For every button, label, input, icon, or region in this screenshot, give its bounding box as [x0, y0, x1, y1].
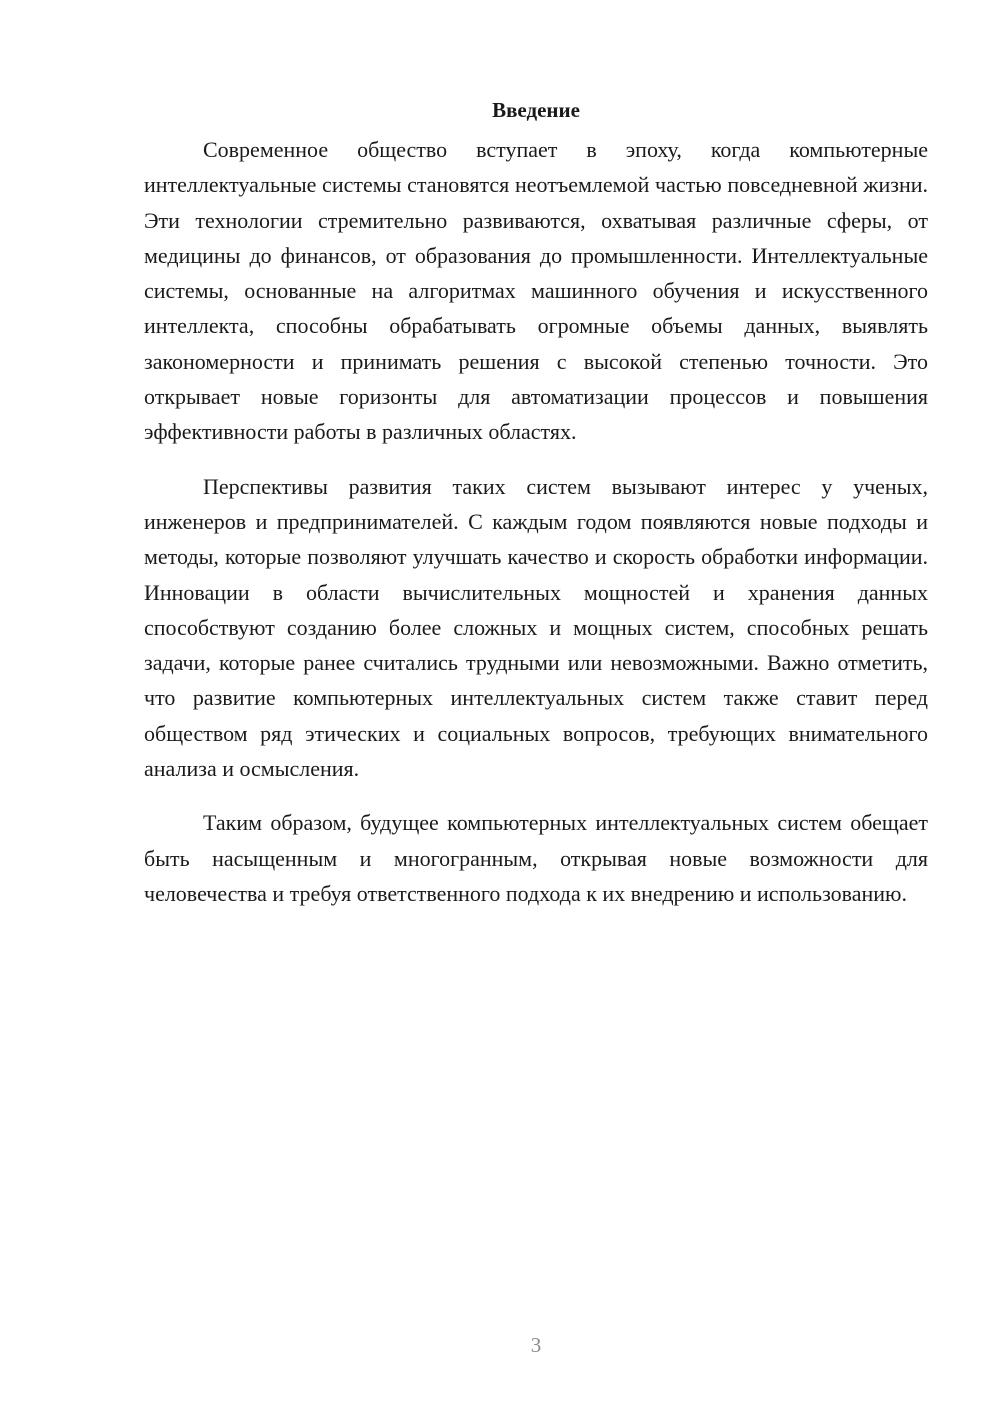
paragraph-3: Таким образом, будущее компьютерных интеллектуальных систем обещает быть насыщенным и многогранным, открывая новые возможности для человечества и требуя ответственного подхода к их внедрению и использованию. — [144, 810, 928, 906]
page-number: 3 — [530, 1333, 542, 1357]
section-heading: Введение — [492, 98, 580, 122]
paragraph-1: Современное общество вступает в эпоху, когда компьютерные интеллектуальные системы становятся неотъемлемой частью повседневной жизни. Эти технологии стремительно развиваются, охватывая различные сферы, от медицины до финансов, от образования до промышленности. Интеллектуальные системы, основанные на алгоритмах машинного обучения и искусственного интеллекта, способны обрабатывать огромные объемы данных, выявлять закономерности и принимать решения с высокой степенью точности. Это открывает новые горизонты для автоматизации процессов и повышения эффективности работы в различных областях. — [144, 137, 928, 445]
paragraph-2: Перспективы развития таких систем вызывают интерес у ученых, инженеров и предпринимателей. С каждым годом появляются новые подходы и методы, которые позволяют улучшать качество и скорость обработки информации. Инновации в области вычислительных мощностей и хранения данных способствуют созданию более сложных и мощных систем, способных решать задачи, которые ранее считались трудными или невозможными. Важно отметить, что развитие компьютерных интеллектуальных систем также ставит перед обществом ряд этических и социальных вопросов, требующих внимательного анализа и осмысления. — [144, 473, 928, 782]
page-content — [144, 94, 928, 911]
